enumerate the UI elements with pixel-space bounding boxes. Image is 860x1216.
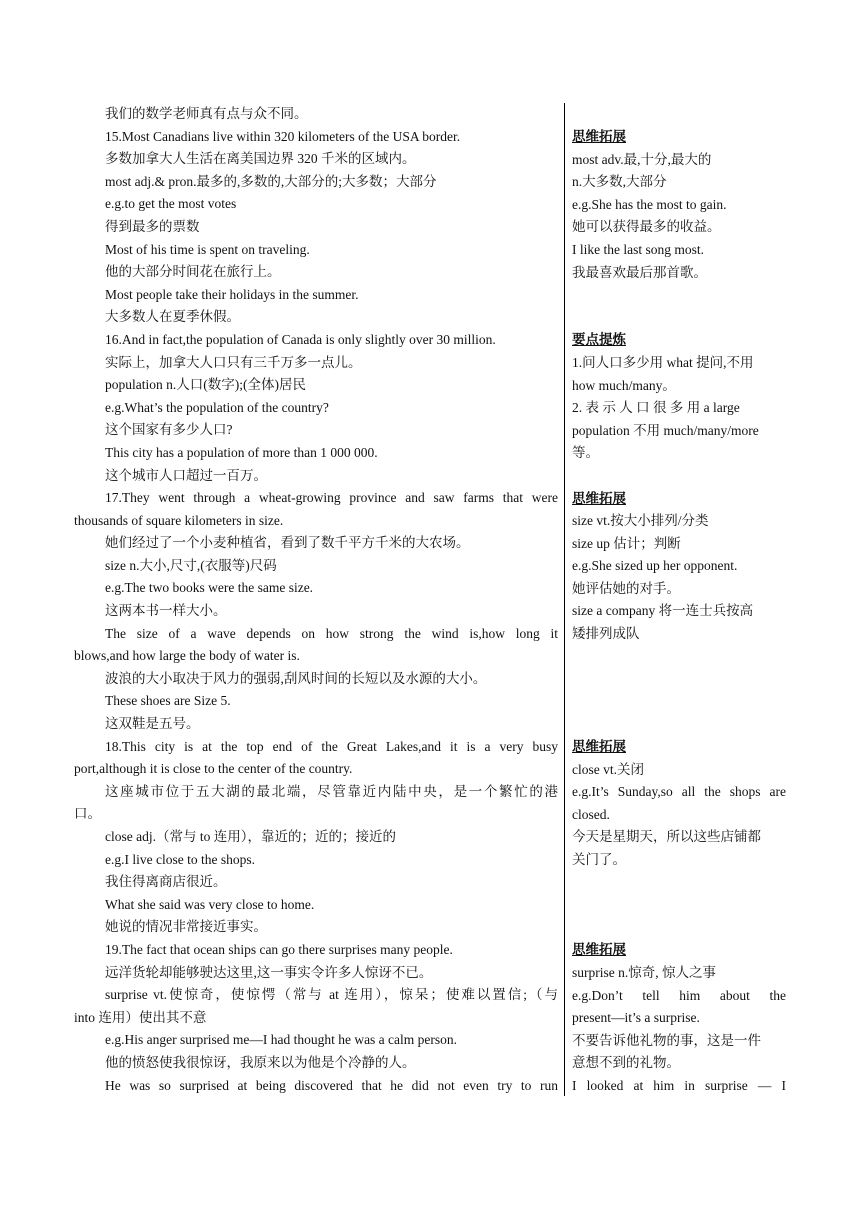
example-line: e.g.The two books were the same size. <box>105 580 314 596</box>
note-line: 她评估她的对手。 <box>572 580 680 596</box>
translation-line: 实际上，加拿大人口只有三千万多一点儿。 <box>105 354 362 370</box>
note-line: 我最喜欢最后那首歌。 <box>572 264 707 280</box>
vocab-entry-most: most adj.& pron.最多的,多数的,大部分的;大多数；大部分 <box>105 173 437 189</box>
example-line: Most of his time is spent on traveling. <box>105 241 310 257</box>
example-line: e.g.His anger surprised me—I had thought he was a calm person. <box>105 1032 458 1048</box>
note-line: most adv.最,十分,最大的 <box>572 151 712 167</box>
note-line: present—it’s a surprise. <box>572 1010 700 1026</box>
vocab-entry-surprise-cont: into 连用）使出其不意 <box>74 1009 207 1025</box>
translation-line-cont: 口。 <box>74 806 101 822</box>
example-line: These shoes are Size 5. <box>105 693 231 709</box>
note-line: size up 估计；判断 <box>572 535 681 551</box>
note-heading: 思维拓展 <box>572 490 626 506</box>
note-line: 矮排列成队 <box>572 626 640 642</box>
example-line: e.g.I live close to the shops. <box>105 851 255 867</box>
translation-line: 这个城市人口超过一百万。 <box>105 467 267 483</box>
example-line-cont: blows,and how large the body of water is. <box>74 648 300 664</box>
note-line: 关门了。 <box>572 852 626 867</box>
sentence-15: 15.Most Canadians live within 320 kilometers of the USA border. <box>105 128 461 144</box>
sentence-18: 18.This city is at the top end of the Great Lakes,and it is a very busy <box>105 738 558 754</box>
example-line: What she said was very close to home. <box>105 896 315 912</box>
translation-line: 波浪的大小取决于风力的强弱,刮风时间的长短以及水源的大小。 <box>105 670 487 686</box>
note-line: size a company 将一连士兵按高 <box>572 603 754 619</box>
translation-line: 多数加拿大人生活在离美国边界 320 千米的区域内。 <box>105 151 416 167</box>
example-line: This city has a population of more than 1 000 000. <box>105 444 378 460</box>
sentence-19: 19.The fact that ocean ships can go there surprises many people. <box>105 941 453 957</box>
vocab-entry-close: close adj.（常与 to 连用），靠近的；近的；接近的 <box>105 829 396 844</box>
note-line: I looked at him in surprise — I <box>572 1077 786 1093</box>
note-heading: 思维拓展 <box>572 739 626 755</box>
column-divider <box>564 103 565 1096</box>
vocab-entry-surprise: surprise vt.使惊奇，使惊愕（常与 at 连用），惊呆；使难以置信;（与 <box>105 987 558 1003</box>
sentence-17-cont: thousands of square kilometers in size. <box>74 512 284 528</box>
note-line: 她可以获得最多的收益。 <box>572 219 721 235</box>
note-line: how much/many。 <box>572 377 676 393</box>
translation-line: 她说的情况非常接近事实。 <box>105 919 267 935</box>
example-line: e.g.What’s the population of the country? <box>105 399 329 415</box>
translation-line: 我住得离商店很近。 <box>105 874 227 890</box>
translation-line: 他的大部分时间花在旅行上。 <box>105 264 281 280</box>
sentence-17: 17.They went through a wheat-growing province and saw farms that were <box>105 490 558 506</box>
note-line: 等。 <box>572 445 599 461</box>
note-line: 2. 表 示 人 口 很 多 用 a large <box>572 400 740 416</box>
main-text-column <box>74 103 558 1097</box>
note-line: size vt.按大小排列/分类 <box>572 513 709 529</box>
note-heading: 思维拓展 <box>572 942 626 958</box>
sentence-16: 16.And in fact,the population of Canada is only slightly over 30 million. <box>105 331 496 347</box>
note-line: close vt.关闭 <box>572 761 644 777</box>
note-line: e.g.She has the most to gain. <box>572 196 727 212</box>
note-line: surprise n.惊奇, 惊人之事 <box>572 964 716 980</box>
example-line: Most people take their holidays in the summer. <box>105 286 359 302</box>
note-line: 今天是星期天，所以这些店铺都 <box>572 829 761 845</box>
note-line: 1.问人口多少用 what 提问,不用 <box>572 354 754 370</box>
note-line: n.大多数,大部分 <box>572 174 667 190</box>
note-line: I like the last song most. <box>572 241 704 257</box>
translation-line: 远洋货轮却能够驶达这里,这一事实令许多人惊讶不已。 <box>105 964 433 980</box>
example-line: He was so surprised at being discovered that he did not even try to run <box>105 1077 558 1093</box>
vocab-entry-size: size n.大小,尺寸,(衣服等)尺码 <box>105 557 277 573</box>
note-line: population 不用 much/many/more <box>572 422 759 438</box>
translation-line: 这座城市位于五大湖的最北端，尽管靠近内陆中央，是一个繁忙的港 <box>105 783 558 799</box>
note-line: closed. <box>572 806 610 822</box>
note-heading: 思维拓展 <box>572 129 626 144</box>
translation-line: 我们的数学老师真有点与众不同。 <box>105 106 308 121</box>
note-line: e.g.She sized up her opponent. <box>572 558 738 574</box>
note-line: 意想不到的礼物。 <box>572 1055 680 1071</box>
translation-line: 这双鞋是五号。 <box>105 716 200 732</box>
translation-line: 他的愤怒使我很惊讶，我原来以为他是个冷静的人。 <box>105 1054 416 1070</box>
translation-line: 她们经过了一个小麦种植省，看到了数千平方千米的大农场。 <box>105 535 470 551</box>
example-line: e.g.to get the most votes <box>105 196 237 212</box>
sidebar-notes-column <box>572 126 786 1098</box>
note-line: 不要告诉他礼物的事，这是一件 <box>572 1032 761 1048</box>
translation-line: 得到最多的票数 <box>105 218 200 234</box>
translation-line: 这个国家有多少人口? <box>105 422 233 438</box>
translation-line: 大多数人在夏季休假。 <box>105 309 240 325</box>
note-heading: 要点提炼 <box>572 332 626 348</box>
sentence-18-cont: port,although it is close to the center of the country. <box>74 761 353 777</box>
note-line: e.g.It’s Sunday,so all the shops are <box>572 784 786 800</box>
vocab-entry-population: population n.人口(数字);(全体)居民 <box>105 377 306 393</box>
translation-line: 这两本书一样大小。 <box>105 603 227 619</box>
note-line: e.g.Don’t tell him about the <box>572 987 786 1003</box>
example-line: The size of a wave depends on how strong the wind is,how long it <box>105 625 558 641</box>
